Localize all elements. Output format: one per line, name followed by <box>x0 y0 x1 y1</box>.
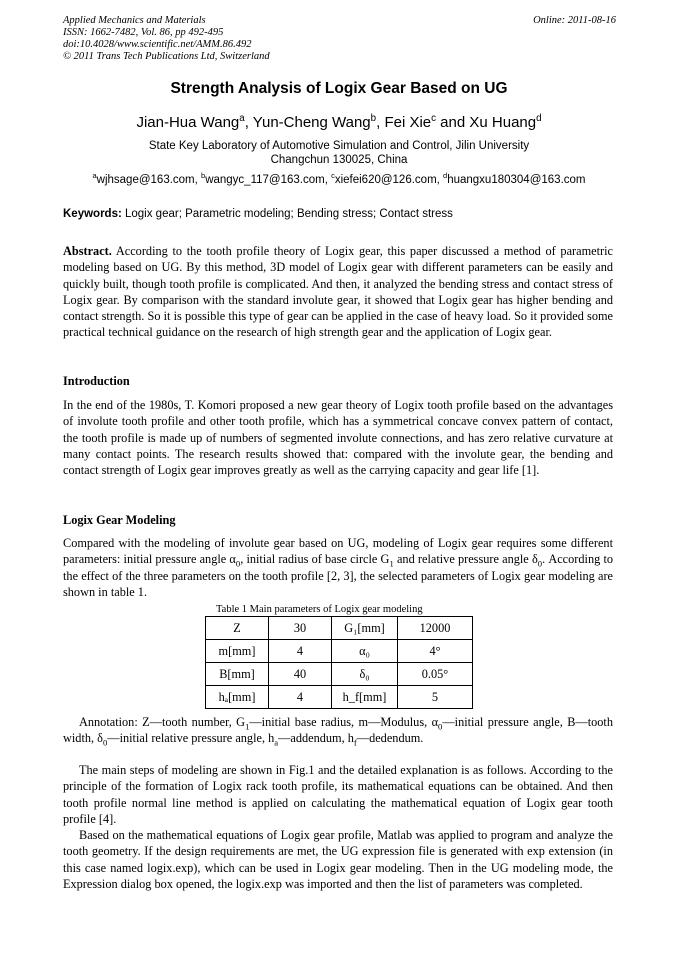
table-cell: 0.05° <box>398 663 473 686</box>
table-cell: 40 <box>269 663 332 686</box>
modeling-steps-paragraph: The main steps of modeling are shown in Fig.1 and the detailed explanation is as follows. According to the principle of the formation of Logix rack tooth profile, its mathematical equations can be obtained. And then tooth profile normal line method is applied on calculating the mathematical equation of Logix gear tooth profile [4]. <box>63 763 613 826</box>
modeling-paragraph: Compared with the modeling of involute gear based on UG, modeling of Logix gear requires some different parameters: initial pressure angle $\alpha_0$, initial radius of base circle $G_1$ and relative pressure angle $\delta_0$. According to the effect of the three parameters on the tooth profile [2, 3], the selected parameters of Logix gear modeling are shown in table 1. <box>63 536 614 599</box>
table-annotation: Annotation: Z—tooth number, $G_1—initial$ base radius, m—Modulus, $\alpha_0—initial$ pressure angle, B—tooth width, $\delta_0—initial$ relative pressure angle, $h_a—addendum$, $h_f—dedendum$. <box>63 715 613 748</box>
affiliation-line: Changchun 130025, China <box>270 154 408 166</box>
table-row <box>206 617 473 640</box>
online-date: Online: 2011-08-16 <box>533 15 616 26</box>
author-list: Jian-Hua Wang$^a$, Yun-Cheng Wang$^b$, Fei Xie$^c$ and Xu Huang$^d$ <box>136 113 542 131</box>
table-cell: 4° <box>398 640 473 663</box>
abstract-label: Abstract. <box>63 244 112 258</box>
affiliation <box>0 139 678 167</box>
table-cell: 5 <box>398 686 473 709</box>
author-mark: b <box>370 113 377 124</box>
email-mark: c <box>331 171 335 181</box>
table-row <box>206 640 473 663</box>
paper-title: Strength Analysis of Logix Gear Based on UG <box>170 80 508 97</box>
table-cell: 4 <box>269 640 332 663</box>
author-mark: a <box>239 113 245 124</box>
matlab-paragraph: Based on the mathematical equations of Logix gear profile, Matlab was applied to program and analyze the tooth geometry. If the design requirements are met, the UG expression file is generated with exp extension (in this case named logix.exp), which can be used in Logix gear modeling. Then in the UG modeling mode, the Expression dialog box opened, the logix.exp was imported and then the list of parameters was completed. <box>63 828 613 891</box>
introduction-paragraph: In the end of the 1980s, T. Komori proposed a new gear theory of Logix tooth profile based on the advantages of involute tooth profile and other tooth profile, which has a symmetrical concave convex pattern of contact, the tooth profile is made up of numbers of segmented involute connections, and has zero relative curvature at many contact points. The research results showed that: compared with the involute gear, the bending and contact strength of Logix gear improves greatly as well as the carrying capacity and gear life [1]. <box>63 398 613 478</box>
email-mark: b <box>201 171 206 181</box>
table-cell: G₁[mm] <box>332 617 398 640</box>
email-address[interactable]: wangyc_117@163.com <box>205 174 325 186</box>
author-mark: d <box>536 113 542 124</box>
email-mark: a <box>92 171 97 181</box>
keywords <box>63 208 453 220</box>
table-cell: h_f[mm] <box>332 686 398 709</box>
email-address[interactable]: wjhsage@163.com <box>96 174 195 186</box>
author-name: Fei Xie <box>384 114 432 131</box>
abstract <box>63 243 613 341</box>
email-address[interactable]: huangxu180304@163.com <box>447 174 586 186</box>
author-mark: c <box>431 113 436 124</box>
email-list: $^a$wjhsage@163.com, $^b$wangyc_117@163.com, $^c$xiefei620@126.com, $^d$huangxu180304@163.com <box>92 171 586 186</box>
section-heading-modeling: Logix Gear Modeling <box>63 513 176 527</box>
journal-name: Applied Mechanics and Materials <box>63 15 206 26</box>
email-mark: d <box>443 171 448 181</box>
table-cell: hₐ[mm] <box>206 686 269 709</box>
table-cell: Z <box>206 617 269 640</box>
keywords-text: Logix gear; Parametric modeling; Bending stress; Contact stress <box>125 208 453 220</box>
section-heading-introduction: Introduction <box>63 374 130 388</box>
author-name: Xu Huang <box>469 114 537 131</box>
abstract-text: According to the tooth profile theory of Logix gear, this paper discussed a method of parametric modeling based on UG. By this method, 3D model of Logix gear with different parameters can be easily and quickly built, though tooth profile is complicated. And then, it analyzed the bending stress and contact stress of Logix gear. By comparison with the standard involute gear, it showed that Logix gear has higher bending and contact strength. So it is possible this type of gear can be applied in the case of heavy load. So it provided some practical technical guidance on the research of high strength gear and the application of Logix gear. <box>63 244 613 340</box>
email-address[interactable]: xiefei620@126.com <box>334 174 437 186</box>
journal-issn: ISSN: 1662-7482, Vol. 86, pp 492-495 <box>63 27 224 38</box>
table-cell: B[mm] <box>206 663 269 686</box>
table-cell: α₀ <box>332 640 398 663</box>
table-cell: δ₀ <box>332 663 398 686</box>
table-caption: Table 1 Main parameters of Logix gear modeling <box>216 604 423 615</box>
author-name: Jian-Hua Wang <box>136 114 240 131</box>
affiliation-line: State Key Laboratory of Automotive Simulation and Control, Jilin University <box>148 140 530 152</box>
table-cell: 12000 <box>398 617 473 640</box>
keywords-label: Keywords: <box>63 208 122 220</box>
table-cell: m[mm] <box>206 640 269 663</box>
author-name: Yun-Cheng Wang <box>252 114 371 131</box>
table-row <box>206 686 473 709</box>
table-cell: 4 <box>269 686 332 709</box>
table-cell: 30 <box>269 617 332 640</box>
journal-copyright: © 2011 Trans Tech Publications Ltd, Switzerland <box>63 51 270 62</box>
table-row <box>206 663 473 686</box>
parameters-table <box>205 616 473 709</box>
journal-doi[interactable]: doi:10.4028/www.scientific.net/AMM.86.492 <box>63 39 252 50</box>
journal-header <box>63 15 270 63</box>
